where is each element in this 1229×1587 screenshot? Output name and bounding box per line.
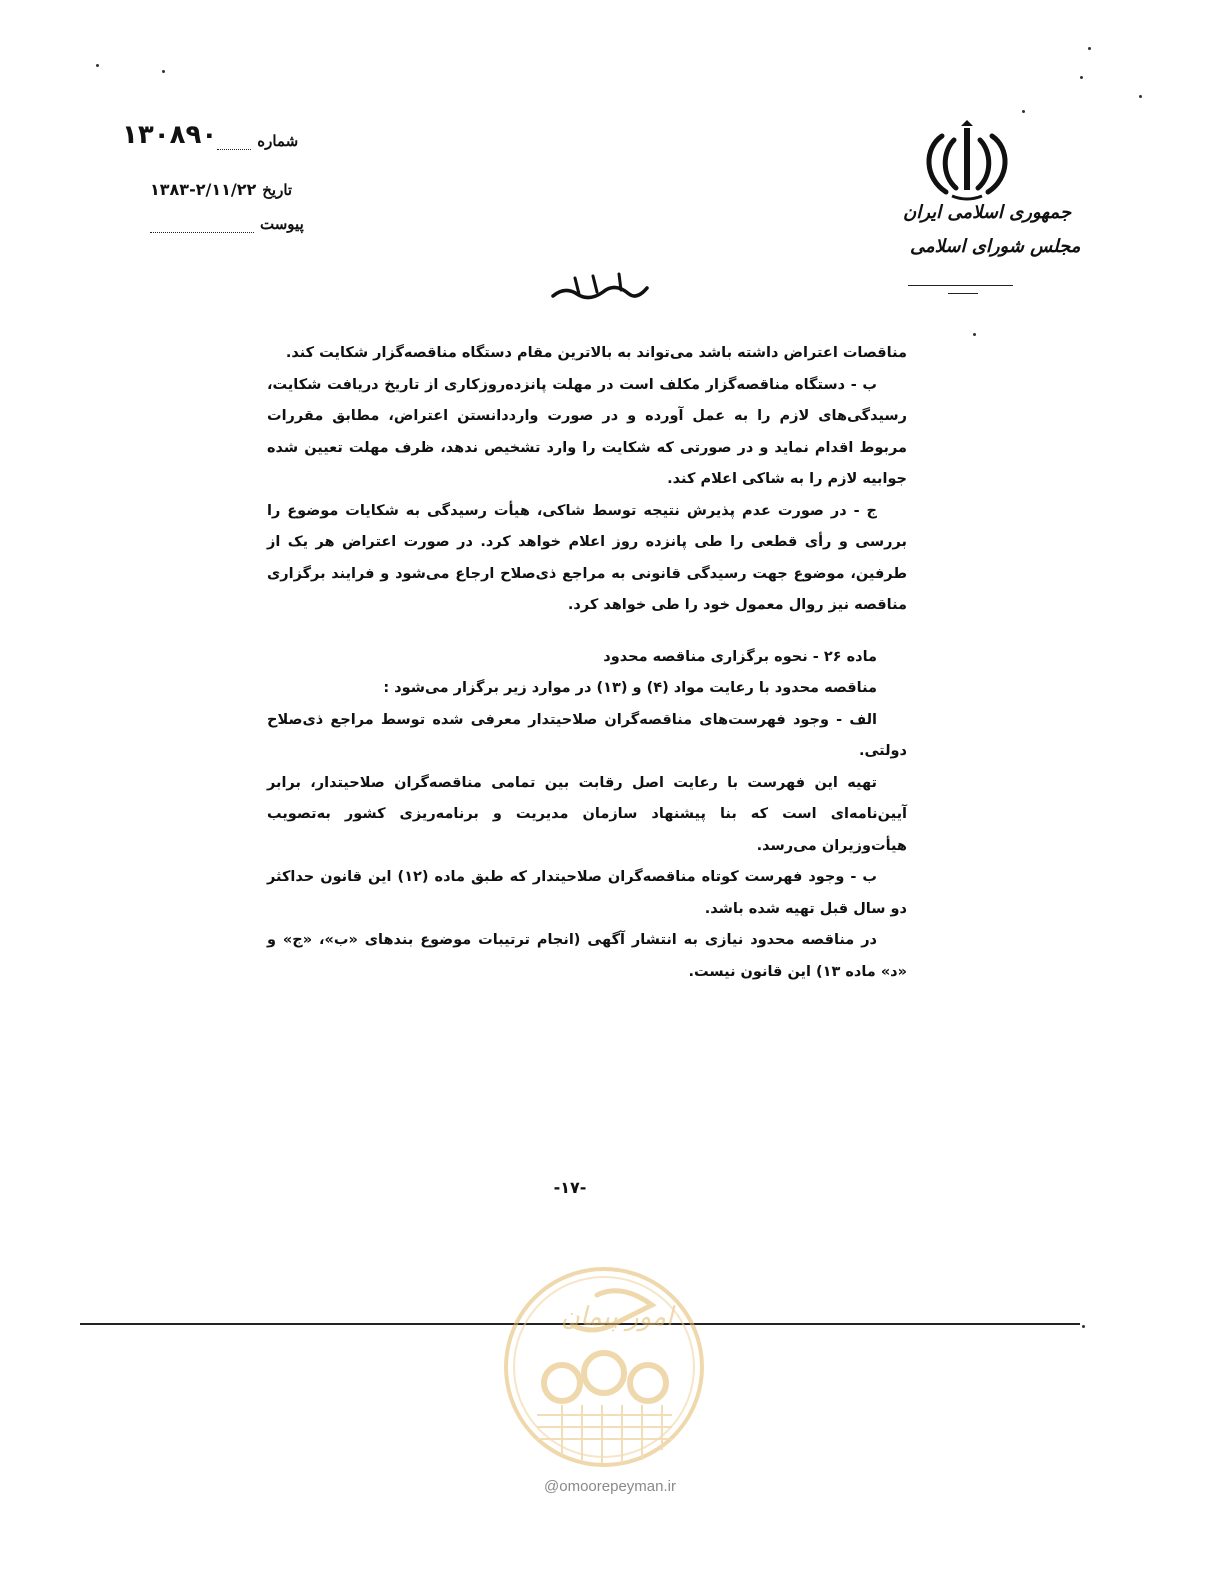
iran-emblem-icon — [912, 118, 1022, 203]
paragraph-clause-c: ج - در صورت عدم پذیرش نتیجه توسط شاکی، هیأت رسیدگی به شکایات موضوع را بررسی و رأی قطعی را طی پانزده روز اعلام خواهد کرد. در صورت اعتراض هر یک از طرفین، موضوع جهت رسیدگی قانونی به مراجع ذی‌صلاح ارجاع می‌شود و فرایند برگزاری مناقصه نیز روال معمول خود را طی خواهد کرد. — [267, 502, 907, 613]
scan-speck — [96, 64, 99, 67]
letter-number-dots — [217, 135, 251, 150]
basmala-calligraphy — [545, 268, 655, 308]
letter-number-label: شماره — [257, 132, 299, 150]
letter-date-label: تاریخ — [262, 181, 293, 199]
article-26-heading: ماده ۲۶ - نحوه برگزاری مناقصه محدود — [603, 648, 877, 665]
scan-speck — [162, 70, 165, 73]
scan-speck — [1022, 110, 1025, 113]
paragraph-gap — [267, 622, 907, 642]
letter-body — [267, 338, 907, 988]
seal-line-parliament: مجلس شورای اسلامی — [910, 236, 1081, 257]
letter-number-row — [122, 120, 298, 150]
letter-date-row — [150, 180, 292, 199]
paragraph-clause-alef: الف - وجود فهرست‌های مناقصه‌گران صلاحیتدار معرفی شده توسط مراجع ذی‌صلاح دولتی. — [267, 711, 907, 759]
scan-speck — [973, 333, 976, 336]
letter-date-value: ۱۳۸۳-۲/۱۱/۲۲ — [150, 180, 257, 199]
basmala-text: بسمه تعالی — [597, 306, 603, 307]
paragraph-no-advertisement: در مناقصه محدود نیازی به انتشار آگهی (انجام ترتیبات موضوع بندهای «ب»، «ج» و «د» ماده ۱۳) این قانون نیست. — [267, 932, 907, 980]
paragraph-clause-b2: ب - وجود فهرست کوتاه مناقصه‌گران صلاحیتدار که طبق ماده (۱۲) این قانون حداکثر دو سال قبل تهیه شده باشد. — [267, 869, 907, 917]
paragraph-article-26-intro: مناقصه محدود با رعایت مواد (۴) و (۱۳) در موارد زیر برگزار می‌شود : — [383, 680, 877, 696]
letter-attachment-row — [150, 215, 304, 233]
scan-speck — [1139, 95, 1142, 98]
paragraph-list-preparation: تهیه این فهرست با رعایت اصل رقابت بین تمامی مناقصه‌گران صلاحیتدار، برابر آیین‌نامه‌ای است که بنا پیشنهاد سازمان مدیریت و برنامه‌ریزی کشور به‌تصویب هیأت‌وزیران می‌رسد. — [267, 774, 907, 854]
page-number: -۱۷- — [553, 1178, 587, 1197]
seal-underline — [908, 285, 1013, 286]
seal-line-republic: جمهوری اسلامی ایران — [903, 202, 1072, 223]
watermark-url: @omoorepeyman.ir — [544, 1478, 676, 1495]
paragraph-clause-b: ب - دستگاه مناقصه‌گزار مکلف است در مهلت پانزده‌روزکاری از تاریخ دریافت شکایت، رسیدگی‌های لازم را به عمل آورده و در صورت وارددانستن اعتراض، مطابق مقررات مربوط اقدام نماید و در صورتی که شکایت را وارد تشخیص ندهد، ظرف مهلت تعیین شده جوابیه لازم را به شاکی اعلام کند. — [267, 376, 907, 487]
scan-speck — [1088, 47, 1091, 50]
scan-speck — [1080, 76, 1083, 79]
scan-speck — [1082, 1325, 1085, 1328]
letter-attachment-label: پیوست — [260, 215, 304, 233]
paragraph-complaint-end: مناقصات اعتراض داشته باشد می‌تواند به بالاترین مقام دستگاه مناقصه‌گزار شکایت کند. — [285, 345, 907, 361]
seal-underline-short — [948, 293, 978, 294]
watermark-brand-text: امور پیمان — [560, 1302, 674, 1332]
letter-attachment-dots — [150, 218, 254, 233]
omoore-peyman-watermark-logo — [502, 1265, 707, 1470]
letter-number-value: ۱۳۰۸۹۰ — [122, 120, 218, 150]
